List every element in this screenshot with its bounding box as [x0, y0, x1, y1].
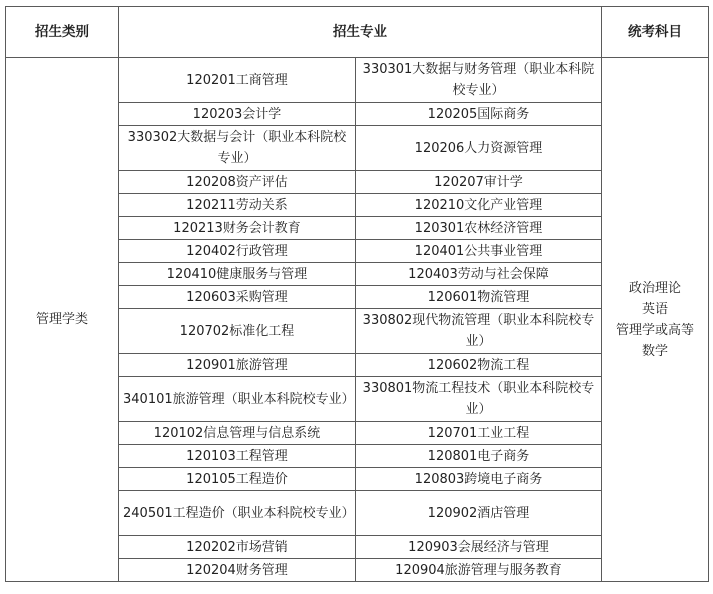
header-majors: 招生专业: [119, 7, 602, 58]
major-cell-right: 330802现代物流管理（职业本科院校专业）: [356, 309, 602, 354]
major-cell-left: 120208资产评估: [119, 171, 356, 194]
major-cell-right: 120601物流管理: [356, 286, 602, 309]
major-cell-left: 120202市场营销: [119, 536, 356, 559]
subject-line: 数学: [641, 343, 668, 359]
major-cell-right: 120701工业工程: [356, 422, 602, 445]
major-cell-left: 120402行政管理: [119, 240, 356, 263]
major-cell-left: 120203会计学: [119, 103, 356, 126]
subject-line: 管理学或高等: [615, 322, 694, 338]
major-cell-left: 120105工程造价: [119, 468, 356, 491]
table-row: [6, 58, 709, 103]
major-cell-right: 120205国际商务: [356, 103, 602, 126]
major-cell-right: 120206人力资源管理: [356, 126, 602, 171]
subject-line: 英语: [641, 301, 668, 317]
major-cell-left: 120901旅游管理: [119, 354, 356, 377]
major-cell-left: 340101旅游管理（职业本科院校专业）: [119, 377, 356, 422]
admission-table: [5, 6, 709, 582]
major-cell-right: 120301农林经济管理: [356, 217, 602, 240]
major-cell-right: 120401公共事业管理: [356, 240, 602, 263]
major-cell-right: 330301大数据与财务管理（职业本科院校专业）: [356, 58, 602, 103]
major-cell-right: 120902酒店管理: [356, 491, 602, 536]
category-cell: 管理学类: [6, 58, 119, 582]
major-cell-right: 120803跨境电子商务: [356, 468, 602, 491]
major-cell-left: 120603采购管理: [119, 286, 356, 309]
major-cell-right: 120903会展经济与管理: [356, 536, 602, 559]
major-cell-right: 120801电子商务: [356, 445, 602, 468]
major-cell-right: 120403劳动与社会保障: [356, 263, 602, 286]
major-cell-left: 120211劳动关系: [119, 194, 356, 217]
major-cell-left: 120102信息管理与信息系统: [119, 422, 356, 445]
major-cell-left: 120702标准化工程: [119, 309, 356, 354]
major-cell-right: 120210文化产业管理: [356, 194, 602, 217]
table-header-row: [6, 7, 709, 58]
major-cell-left: 330302大数据与会计（职业本科院校专业）: [119, 126, 356, 171]
major-cell-left: 120201工商管理: [119, 58, 356, 103]
major-cell-left: 120204财务管理: [119, 559, 356, 582]
header-subjects: 统考科目: [602, 7, 709, 58]
subjects-cell: [602, 58, 709, 582]
major-cell-left: 120410健康服务与管理: [119, 263, 356, 286]
major-cell-right: 120904旅游管理与服务教育: [356, 559, 602, 582]
major-cell-left: 240501工程造价（职业本科院校专业）: [119, 491, 356, 536]
header-category: 招生类别: [6, 7, 119, 58]
major-cell-left: 120103工程管理: [119, 445, 356, 468]
major-cell-right: 120602物流工程: [356, 354, 602, 377]
table-body: [6, 58, 709, 582]
subject-line: 政治理论: [628, 280, 681, 296]
major-cell-right: 330801物流工程技术（职业本科院校专业）: [356, 377, 602, 422]
major-cell-right: 120207审计学: [356, 171, 602, 194]
major-cell-left: 120213财务会计教育: [119, 217, 356, 240]
